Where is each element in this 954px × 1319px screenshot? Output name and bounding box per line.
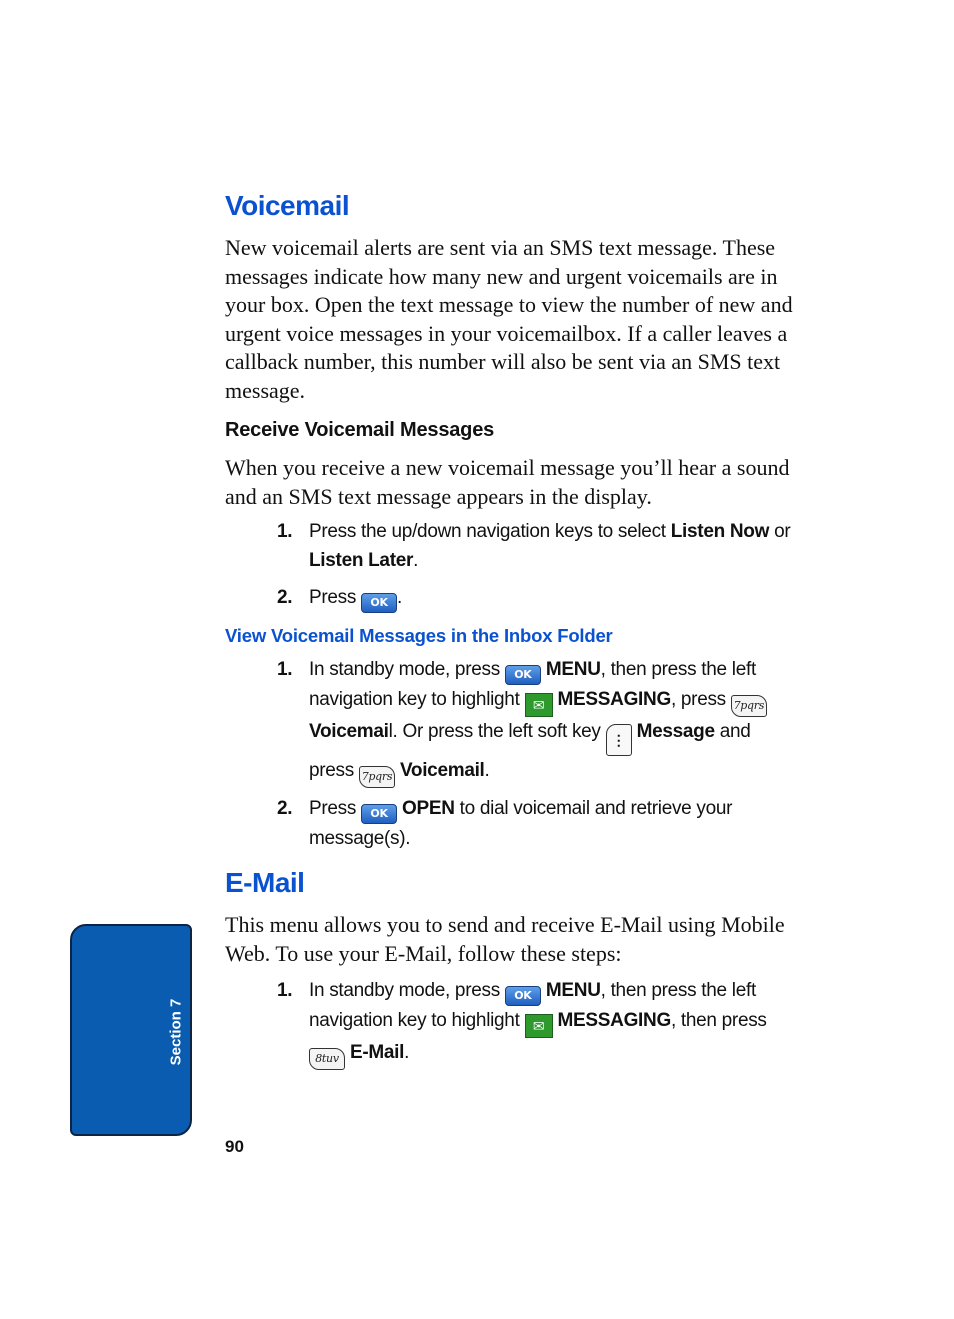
receive-voicemail-text: When you receive a new voicemail message you’ll hear a sound and an SMS text message appears in the display. [225, 455, 790, 509]
eight-key-icon: 8tuv [309, 1048, 345, 1070]
page-content [225, 190, 797, 1070]
email-intro: This menu allows you to send and receive E-Mail using Mobile Web. To use your E-Mail, follow these steps: [225, 912, 785, 966]
inbox-step-2: 2. Press OK OPEN to dial voicemail and retrieve your message(s). [225, 794, 797, 853]
receive-step-1: 1. Press the up/down navigation keys to select Listen Now or Listen Later. [225, 517, 797, 575]
step-number: 1. [277, 521, 293, 542]
messaging-icon: ✉ [525, 1014, 553, 1038]
step-number: 2. [277, 587, 293, 608]
receive-voicemail-heading: Receive Voicemail Messages [225, 419, 495, 441]
section-label: Section 7 [167, 998, 185, 1066]
messaging-icon: ✉ [525, 693, 553, 717]
left-soft-key-icon: ⋮ [606, 724, 632, 756]
ok-key-icon: OK [505, 665, 541, 685]
receive-step-2: 2. Press OK . [225, 583, 797, 613]
step-number: 1. [277, 980, 293, 1001]
email-step-1: 1. In standby mode, press OK MENU, then press the left navigation key to highlight ✉ MESSAGING, then press 8tuv E-Mail. [225, 976, 797, 1070]
ok-key-icon: OK [361, 593, 397, 613]
inbox-voicemail-heading: View Voicemail Messages in the Inbox Folder [225, 625, 613, 646]
voicemail-title: Voicemail [225, 190, 350, 221]
seven-key-icon: 7pqrs [731, 695, 767, 717]
step-number: 1. [277, 659, 293, 680]
ok-key-icon: OK [361, 804, 397, 824]
step-number: 2. [277, 798, 293, 819]
ok-key-icon: OK [505, 986, 541, 1006]
inbox-step-1: 1. In standby mode, press OK MENU, then press the left navigation key to highlight ✉ MESSAGING, press 7pqrs Voicemail. Or press the left soft key ⋮ Message and press 7pqrs Voicemail. [225, 655, 797, 788]
email-title: E-Mail [225, 867, 305, 898]
seven-key-icon: 7pqrs [359, 766, 395, 788]
voicemail-intro: New voicemail alerts are sent via an SMS text message. These messages indicate how many new and urgent voicemails are in your box. Open the text message to view the number of new and urgent voice messages in your voicemailbox. If a caller leaves a callback number, this number will also be sent via an SMS text message. [225, 235, 793, 403]
page-number: 90 [225, 1137, 244, 1156]
